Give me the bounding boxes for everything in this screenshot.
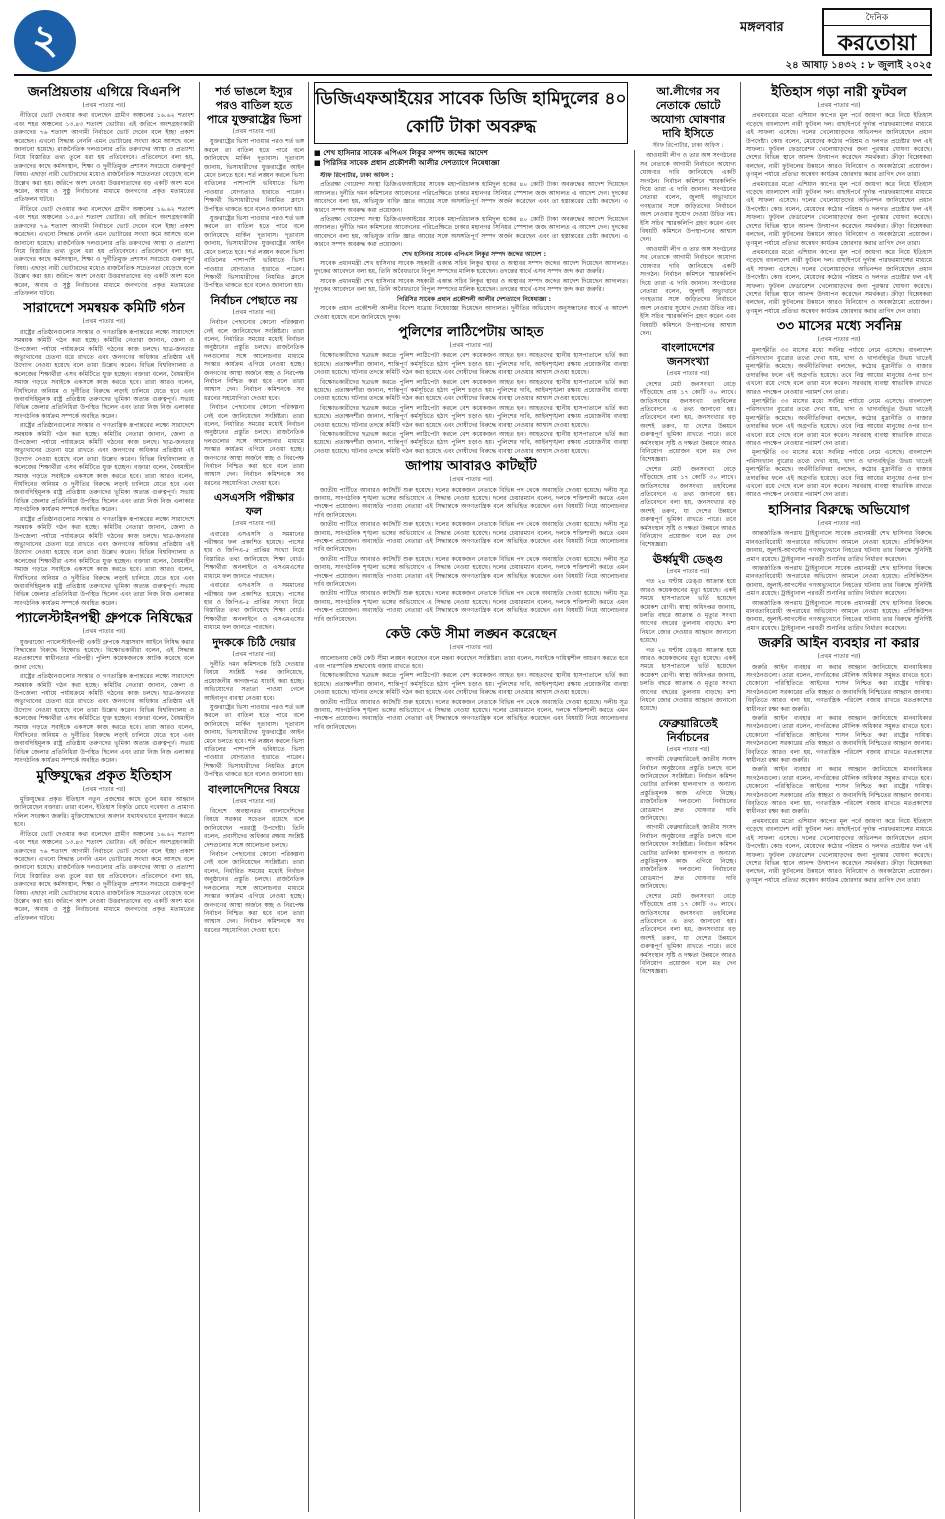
article-body: সাবেক প্রধান প্রকৌশলী আলীর বিদেশ যাত্রায় নিষেধাজ্ঞা দিয়েছেন আদালত। দুর্নীতির অভিযোগ অনুসন্ধানের স্বার্থে এ আদেশ দেওয়া হয়েছে বলে জানিয়েছে দুদক।: [314, 305, 628, 321]
article-body: গত ২৪ ঘণ্টায় ডেঙ্গু আক্রান্ত হয়ে আরও কয়েকজনের মৃত্যু হয়েছে। একই সময়ে হাসপাতালে ভর্তি হয়েছেন কয়েকশ রোগী। স্বাস্থ্য অধিদপ্তর জানায়, চলতি বছরে আক্রান্ত ও মৃত্যুর সংখ্যা আগের বছরের তুলনায় বাড়ছে। মশা নিধনে জোর দেওয়ার আহ্বান জানানো হয়েছে।: [640, 578, 736, 645]
article-body: নীতিরে ভোট দেওয়ার কথা বলেছেন গ্রামীণ অঞ্চলের ১৬.৬২ শতাংশ এবং শহর অঞ্চলের ১৩.৪৩ শতাংশ ভোটার। এই জরিপে অংশগ্রহণকারী তরুণদের ৭৬ শতাংশ আগামী নির্বাচনে ভোট দেবেন বলে ইচ্ছা প্রকাশ করেছেন। এখনো সিদ্ধান্ত নেননি এমন ভোটারের সংখ্যা কমে আসছে বলে জানানো হয়েছে। রাজনৈতিক দলগুলোর প্রতি তরুণদের আস্থা ও প্রত্যাশা নিয়ে বিস্তারিত তথ্য তুলে ধরা হয় প্রতিবেদনে। প্রতিবেদনে বলা হয়, তরুণদের কাছে কর্মসংস্থান, শিক্ষা ও দুর্নীতিমুক্ত প্রশাসন সবচেয়ে গুরুত্বপূর্ণ বিষয়। এছাড়া নারী ভোটারদের মধ্যেও রাজনৈতিক সচেতনতা বেড়েছে বলে উল্লেখ করা হয়। জরিপে অংশ নেওয়া উত্তরদাতাদের বড় একটি অংশ মনে করেন, অবাধ ও সুষ্ঠু নির্বাচনের মাধ্যমে জনগণের প্রকৃত মতামতের প্রতিফলন ঘটবে।: [14, 830, 194, 922]
article-body: জরুরি আইন ব্যবহার না করার আহ্বান জানিয়েছে মানবাধিকার সংগঠনগুলো। তারা বলেন, নাগরিকের মৌলিক অধিকার সমুন্নত রাখতে হবে। যেকোনো পরিস্থিতিতে আইনের শাসন নিশ্চিত করা রাষ্ট্রের দায়িত্ব। সংগঠনগুলো সরকারের প্রতি স্বচ্ছতা ও জবাবদিহি নিশ্চিতের আহ্বান জানায়। বিবৃতিতে আরও বলা হয়, গণতান্ত্রিক পরিবেশ বজায় রাখতে মতপ্রকাশের স্বাধীনতা রক্ষা করা জরুরি।: [746, 663, 932, 713]
headline: হাসিনার বিরুদ্ধে অভিযোগ: [768, 501, 910, 518]
headline: ফেব্রুয়ারিতেই নির্বাচনের: [658, 716, 718, 744]
article-body: জরুরি আইন ব্যবহার না করার আহ্বান জানিয়েছে মানবাধিকার সংগঠনগুলো। তারা বলেন, নাগরিকের মৌলিক অধিকার সমুন্নত রাখতে হবে। যেকোনো পরিস্থিতিতে আইনের শাসন নিশ্চিত করা রাষ্ট্রের দায়িত্ব। সংগঠনগুলো সরকারের প্রতি স্বচ্ছতা ও জবাবদিহি নিশ্চিতের আহ্বান জানায়। বিবৃতিতে আরও বলা হয়, গণতান্ত্রিক পরিবেশ বজায় রাখতে মতপ্রকাশের স্বাধীনতা রক্ষা করা জরুরি।: [746, 766, 932, 816]
byline: (প্রথম পাতার পর): [666, 370, 710, 378]
headline: শর্ত ভাঙলে ইস্যুর পরও বাতিল হতে পারে যুক্তরাষ্ট্রের ভিসা: [206, 85, 302, 126]
subhead: শেখ হাসিনার সাবেক এপিএস লিকুর সম্পদ জব্দের আদেশ :: [401, 250, 547, 258]
byline: স্টাফ রিপোর্টার, ঢাকা অফিস :: [652, 142, 724, 149]
headline: এসএসসি পরীক্ষার ফল: [213, 491, 295, 519]
byline: (প্রথম পাতার পর): [666, 745, 710, 753]
article-body: মুক্তিযুদ্ধের প্রকৃত ইতিহাস নতুন প্রজন্মের কাছে তুলে ধরার আহ্বান জানিয়েছেন বক্তারা। তারা বলেন, ইতিহাস বিকৃতি রোধে গবেষণা ও প্রামাণ্য দলিল সংরক্ষণ জরুরি। মুক্তিযোদ্ধাদের অবদান যথাযথভাবে মূল্যায়ন করতে হবে।: [14, 796, 194, 829]
article-body: দেশের মোট জনসংখ্যা বেড়ে দাঁড়িয়েছে প্রায় ১৭ কোটি ৩০ লাখে। জাতিসংঘের জনসংখ্যা তহবিলের প্রতিবেদনে এ তথ্য জানানো হয়। প্রতিবেদনে বলা হয়, জনসংখ্যার বড় অংশই তরুণ, যা দেশের উন্নয়নে গুরুত্বপূর্ণ ভূমিকা রাখতে পারে। তবে কর্মসংস্থান সৃষ্টি ও দক্ষতা উন্নয়নে আরও বিনিয়োগ প্রয়োজন বলে মত দেন বিশেষজ্ঞরা।: [640, 380, 736, 464]
article-body: সাবেক প্রধানমন্ত্রী শেখ হাসিনার সাবেক সহকারী একান্ত সচিব লিকুর স্থাবর ও অস্থাবর সম্পদ জব্দের আদেশ দিয়েছেন আদালত। দুদকের আবেদনে বলা হয়, তিনি অবৈধভাবে বিপুল সম্পদের মালিক হয়েছেন। তদন্তের স্বার্থে এসব সম্পদ জব্দ করা জরুরি।: [314, 260, 628, 276]
article-body: আন্তর্জাতিক অপরাধ ট্রাইব্যুনালে সাবেক প্রধানমন্ত্রী শেখ হাসিনার বিরুদ্ধে মানবতাবিরোধী অপরাধের অভিযোগ আমলে নেওয়া হয়েছে। প্রসিকিউশন জানায়, জুলাই-আগস্টের গণঅভ্যুত্থানে নিহতের ঘটনায় তার বিরুদ্ধে সুনির্দিষ্ট প্রমাণ রয়েছে। ট্রাইব্যুনাল পরবর্তী শুনানির তারিখ নির্ধারণ করেছেন।: [746, 564, 932, 598]
headline: সারাদেশে সমন্বয়ক কমিটি গঠন: [23, 300, 185, 317]
article-body: বিক্ষোভকারীদের ছত্রভঙ্গ করতে পুলিশ লাঠিপেটা করলে বেশ কয়েকজন আহত হন। আহতদের স্থানীয় হাসপাতালে ভর্তি করা হয়েছে। প্রত্যক্ষদর্শীরা জানান, শান্তিপূর্ণ কর্মসূচিতে হঠাৎ পুলিশ চড়াও হয়। পুলিশের দাবি, আইনশৃঙ্খলা রক্ষায় প্রয়োজনীয় ব্যবস্থা নেওয়া হয়েছে। ঘটনার তদন্তে কমিটি গঠন করা হয়েছে এবং দোষীদের বিরুদ্ধে ব্যবস্থা নেওয়ার আশ্বাস দেওয়া হয়েছে।: [314, 672, 628, 697]
article-body: প্রথমবারের মতো এশিয়ান কাপের মূল পর্বে জায়গা করে নিয়ে ইতিহাস গড়েছে বাংলাদেশ নারী ফুটবল দল। বাছাইপর্বে দুর্দান্ত পারফরম্যান্সের মাধ্যমে এই সাফল্য এসেছে। দলের খেলোয়াড়দের অভিনন্দন জানিয়েছেন প্রধান উপদেষ্টা। কোচ বলেন, মেয়েদের কঠোর পরিশ্রম ও দলগত প্রচেষ্টার ফল এই সাফল্য। ফুটবল ফেডারেশন খেলোয়াড়দের জন্য পুরস্কার ঘোষণা করেছে। দেশের বিভিন্ন স্থানে আনন্দ উদযাপন করেছেন সমর্থকরা। ক্রীড়া বিশ্লেষকরা বলছেন, নারী ফুটবলের উন্নয়নে আরও বিনিয়োগ ও অবকাঠামো প্রয়োজন। তৃণমূল পর্যায়ে প্রতিভা অন্বেষণ কার্যক্রম জোরদার করার তাগিদ দেন তারা।: [746, 817, 932, 884]
byline: (প্রথম পাতার পর): [817, 102, 861, 109]
headline: জাপায় আবারও কাটছাঁট: [405, 458, 537, 475]
headline: জরুরি আইন ব্যবহার না করার: [758, 635, 920, 652]
article-body: আন্তর্জাতিক অপরাধ ট্রাইব্যুনালে সাবেক প্রধানমন্ত্রী শেখ হাসিনার বিরুদ্ধে মানবতাবিরোধী অপরাধের অভিযোগ আমলে নেওয়া হয়েছে। প্রসিকিউশন জানায়, জুলাই-আগস্টের গণঅভ্যুত্থানে নিহতের ঘটনায় তার বিরুদ্ধে সুনির্দিষ্ট প্রমাণ রয়েছে। ট্রাইব্যুনাল পরবর্তী শুনানির তারিখ নির্ধারণ করেছেন।: [746, 530, 932, 563]
headline: বাংলাদেশিদের বিষয়ে: [208, 782, 300, 796]
article-body: আলোচনায় কেউ কেউ সীমা লঙ্ঘন করেছেন বলে মন্তব্য করেছেন সংশ্লিষ্টরা। তারা বলেন, সবাইকে দায়িত্বশীল আচরণ করতে হবে এবং পারস্পরিক শ্রদ্ধাবোধ বজায় রাখতে হবে।: [314, 654, 628, 670]
newspaper-logo: [822, 8, 932, 56]
article-body: যুক্তরাজ্যে প্যালেস্টাইনপন্থী একটি গ্রুপকে সন্ত্রাসবাদ আইনে নিষিদ্ধ করার সিদ্ধান্তের বিরুদ্ধে বিক্ষোভ হয়েছে। বিক্ষোভকারীরা বলেন, এই সিদ্ধান্ত মতপ্রকাশের স্বাধীনতার পরিপন্থী। পুলিশ কয়েকজনকে আটক করেছে বলে জানা গেছে।: [14, 638, 194, 671]
lead-headline: ডিজিএফআইয়ের সাবেক ডিজি হামিদুলের ৪০ কোটি টাকা অবরুদ্ধ: [314, 82, 628, 144]
byline: (প্রথম পাতার পর): [232, 520, 276, 528]
article-body: রাষ্ট্রের প্রতিষ্ঠানগুলোর সংস্কার ও গণতান্ত্রিক রূপান্তরের লক্ষ্যে সারাদেশে সমন্বয়ক কমিটি গঠন করা হচ্ছে। কমিটির নেতারা জানান, জেলা ও উপজেলা পর্যায়ে পর্যায়ক্রমে কমিটি গঠনের কাজ চলছে। ছাত্র-জনতার অভ্যুত্থানের চেতনা ধরে রাখতে এবং জনগণের অধিকার প্রতিষ্ঠায় এই উদ্যোগ নেওয়া হয়েছে বলে তারা উল্লেখ করেন। বিভিন্ন বিশ্ববিদ্যালয় ও কলেজের শিক্ষার্থীরা এসব কমিটিতে যুক্ত হচ্ছেন। বক্তারা বলেন, বৈষম্যহীন সমাজ গড়তে সবাইকে একসঙ্গে কাজ করতে হবে। তারা আরও বলেন, দীর্ঘদিনের অনিয়ম ও দুর্নীতির বিরুদ্ধে লড়াই চালিয়ে যেতে হবে এবং জবাবদিহিমূলক রাষ্ট্র প্রতিষ্ঠায় তরুণদের ভূমিকা অত্যন্ত গুরুত্বপূর্ণ। সভায় বিভিন্ন জেলার প্রতিনিধিরা উপস্থিত ছিলেন এবং তারা নিজ নিজ এলাকার সাংগঠনিক কার্যক্রম সম্পর্কে অবহিত করেন।: [14, 673, 194, 765]
article-body: রাষ্ট্রের প্রতিষ্ঠানগুলোর সংস্কার ও গণতান্ত্রিক রূপান্তরের লক্ষ্যে সারাদেশে সমন্বয়ক কমিটি গঠন করা হচ্ছে। কমিটির নেতারা জানান, জেলা ও উপজেলা পর্যায়ে পর্যায়ক্রমে কমিটি গঠনের কাজ চলছে। ছাত্র-জনতার অভ্যুত্থানের চেতনা ধরে রাখতে এবং জনগণের অধিকার প্রতিষ্ঠায় এই উদ্যোগ নেওয়া হয়েছে বলে তারা উল্লেখ করেন। বিভিন্ন বিশ্ববিদ্যালয় ও কলেজের শিক্ষার্থীরা এসব কমিটিতে যুক্ত হচ্ছেন। বক্তারা বলেন, বৈষম্যহীন সমাজ গড়তে সবাইকে একসঙ্গে কাজ করতে হবে। তারা আরও বলেন, দীর্ঘদিনের অনিয়ম ও দুর্নীতির বিরুদ্ধে লড়াই চালিয়ে যেতে হবে এবং জবাবদিহিমূলক রাষ্ট্র প্রতিষ্ঠায় তরুণদের ভূমিকা অত্যন্ত গুরুত্বপূর্ণ। সভায় বিভিন্ন জেলার প্রতিনিধিরা উপস্থিত ছিলেন এবং তারা নিজ নিজ এলাকার সাংগঠনিক কার্যক্রম সম্পর্কে অবহিত করেন।: [14, 515, 194, 607]
byline: (প্রথম পাতার পর): [449, 644, 493, 652]
article-body: রাষ্ট্রের প্রতিষ্ঠানগুলোর সংস্কার ও গণতান্ত্রিক রূপান্তরের লক্ষ্যে সারাদেশে সমন্বয়ক কমিটি গঠন করা হচ্ছে। কমিটির নেতারা জানান, জেলা ও উপজেলা পর্যায়ে পর্যায়ক্রমে কমিটি গঠনের কাজ চলছে। ছাত্র-জনতার অভ্যুত্থানের চেতনা ধরে রাখতে এবং জনগণের অধিকার প্রতিষ্ঠায় এই উদ্যোগ নেওয়া হয়েছে বলে তারা উল্লেখ করেন। বিভিন্ন বিশ্ববিদ্যালয় ও কলেজের শিক্ষার্থীরা এসব কমিটিতে যুক্ত হচ্ছেন। বক্তারা বলেন, বৈষম্যহীন সমাজ গড়তে সবাইকে একসঙ্গে কাজ করতে হবে। তারা আরও বলেন, দীর্ঘদিনের অনিয়ম ও দুর্নীতির বিরুদ্ধে লড়াই চালিয়ে যেতে হবে এবং জবাবদিহিমূলক রাষ্ট্র প্রতিষ্ঠায় তরুণদের ভূমিকা অত্যন্ত গুরুত্বপূর্ণ। সভায় বিভিন্ন জেলার প্রতিনিধিরা উপস্থিত ছিলেন এবং তারা নিজ নিজ এলাকার সাংগঠনিক কার্যক্রম সম্পর্কে অবহিত করেন।: [14, 328, 194, 420]
byline: স্টাফ রিপোর্টার, ঢাকা অফিস :: [320, 172, 394, 179]
column-1: [14, 82, 194, 1512]
byline: (প্রথম পাতার পর): [82, 628, 126, 636]
headline: কেউ কেউ সীমা লঙ্ঘন করেছেন: [385, 626, 557, 643]
byline: (প্রথম পাতার পর): [817, 519, 861, 527]
column-divider: [308, 82, 309, 1512]
byline: (প্রথম পাতার পর): [82, 318, 126, 326]
article-body: প্রথমবারের মতো এশিয়ান কাপের মূল পর্বে জায়গা করে নিয়ে ইতিহাস গড়েছে বাংলাদেশ নারী ফুটবল দল। বাছাইপর্বে দুর্দান্ত পারফরম্যান্সের মাধ্যমে এই সাফল্য এসেছে। দলের খেলোয়াড়দের অভিনন্দন জানিয়েছেন প্রধান উপদেষ্টা। কোচ বলেন, মেয়েদের কঠোর পরিশ্রম ও দলগত প্রচেষ্টার ফল এই সাফল্য। ফুটবল ফেডারেশন খেলোয়াড়দের জন্য পুরস্কার ঘোষণা করেছে। দেশের বিভিন্ন স্থানে আনন্দ উদযাপন করেছেন সমর্থকরা। ক্রীড়া বিশ্লেষকরা বলছেন, নারী ফুটবলের উন্নয়নে আরও বিনিয়োগ ও অবকাঠামো প্রয়োজন। তৃণমূল পর্যায়ে প্রতিভা অন্বেষণ কার্যক্রম জোরদার করার তাগিদ দেন তারা।: [746, 112, 932, 179]
lead-bullet: ■ পিরিসির সাবেক প্রধান প্রকৌশলী আলীর দেশত্যাগে নিষেধাজ্ঞা: [314, 158, 500, 167]
article-body: মূল্যস্ফীতি ৩৩ মাসের মধ্যে সর্বনিম্ন পর্যায়ে নেমে এসেছে। বাংলাদেশ পরিসংখ্যান ব্যুরোর তথ্যে দেখা যায়, খাদ্য ও খাদ্যবহির্ভূত উভয় খাতেই মূল্যস্ফীতি কমেছে। অর্থনীতিবিদরা বলছেন, কঠোর মুদ্রানীতি ও বাজার তদারকির ফলে এই অগ্রগতি হয়েছে। তবে নিম্ন আয়ের মানুষের ওপর চাপ এখনো রয়ে গেছে বলে তারা মনে করেন। সরবরাহ ব্যবস্থা স্বাভাবিক রাখতে আরও পদক্ষেপ নেওয়ার পরামর্শ দেন তারা।: [746, 449, 932, 499]
headline: ৩৩ মাসের মধ্যে সর্বনিম্ন: [776, 318, 902, 335]
headline: মুক্তিযুদ্ধের প্রকৃত ইতিহাস: [36, 767, 172, 784]
article-body: নির্বাচন পেছানোর কোনো পরিকল্পনা নেই বলে জানিয়েছেন সংশ্লিষ্টরা। তারা বলেন, নির্ধারিত সময়ের মধ্যেই নির্বাচন অনুষ্ঠানের প্রস্তুতি চলছে। রাজনৈতিক দলগুলোর সঙ্গে আলোচনার মাধ্যমে সংস্কার কার্যক্রম এগিয়ে নেওয়া হচ্ছে। জনগণের আস্থা অর্জনে স্বচ্ছ ও নিরপেক্ষ নির্বাচন নিশ্চিত করা হবে বলে তারা আশ্বাস দেন। নির্বাচন কমিশনকে সব ধরনের সহযোগিতা দেওয়া হবে।: [204, 319, 304, 402]
headline: ঊর্ধ্বমুখী ডেঙ্গু: [652, 552, 724, 566]
article-body: গত ২৪ ঘণ্টায় ডেঙ্গু আক্রান্ত হয়ে আরও কয়েকজনের মৃত্যু হয়েছে। একই সময়ে হাসপাতালে ভর্তি হয়েছেন কয়েকশ রোগী। স্বাস্থ্য অধিদপ্তর জানায়, চলতি বছরে আক্রান্ত ও মৃত্যুর সংখ্যা আগের বছরের তুলনায় বাড়ছে। মশা নিধনে জোর দেওয়ার আহ্বান জানানো হয়েছে।: [640, 646, 736, 713]
byline: (প্রথম পাতার পর): [232, 128, 276, 135]
headline: পুলিশের লাঠিপেটায় আহত: [398, 323, 544, 340]
article-body: আন্তর্জাতিক অপরাধ ট্রাইব্যুনালে সাবেক প্রধানমন্ত্রী শেখ হাসিনার বিরুদ্ধে মানবতাবিরোধী অপরাধের অভিযোগ আমলে নেওয়া হয়েছে। প্রসিকিউশন জানায়, জুলাই-আগস্টের গণঅভ্যুত্থানে নিহতের ঘটনায় তার বিরুদ্ধে সুনির্দিষ্ট প্রমাণ রয়েছে। ট্রাইব্যুনাল পরবর্তী শুনানির তারিখ নির্ধারণ করেছেন।: [746, 599, 932, 632]
byline: (প্রথম পাতার পর): [82, 785, 126, 793]
article-body: জাতীয় পার্টিতে আবারও কাটছাঁট শুরু হয়েছে। দলের কয়েকজন নেতাকে বিভিন্ন পদ থেকে অব্যাহতি দেওয়া হয়েছে। দলীয় সূত্র জানায়, সাংগঠনিক শৃঙ্খলা ভঙ্গের অভিযোগে এ সিদ্ধান্ত নেওয়া হয়েছে। দলের চেয়ারম্যান বলেন, দলকে শক্তিশালী করতে এমন পদক্ষেপ প্রয়োজন। অব্যাহতি পাওয়া নেতারা এই সিদ্ধান্তকে অগণতান্ত্রিক বলে অভিহিত করেছেন এবং বিষয়টি নিয়ে আলোচনার দাবি জানিয়েছেন।: [314, 486, 628, 519]
byline: (প্রথম পাতার পর): [449, 476, 493, 484]
byline: (প্রথম পাতার পর): [232, 308, 276, 316]
article-body: আগামী ফেব্রুয়ারিতেই জাতীয় সংসদ নির্বাচন অনুষ্ঠানের প্রস্তুতি চলছে বলে জানিয়েছেন সংশ্লিষ্টরা। নির্বাচন কমিশন ভোটার তালিকা হালনাগাদ ও অন্যান্য প্রস্তুতিমূলক কাজ এগিয়ে নিচ্ছে। রাজনৈতিক দলগুলো নির্বাচনের রোডম্যাপ দ্রুত ঘোষণার দাবি জানিয়েছে।: [640, 756, 736, 823]
article-body: প্রথমবারের মতো এশিয়ান কাপের মূল পর্বে জায়গা করে নিয়ে ইতিহাস গড়েছে বাংলাদেশ নারী ফুটবল দল। বাছাইপর্বে দুর্দান্ত পারফরম্যান্সের মাধ্যমে এই সাফল্য এসেছে। দলের খেলোয়াড়দের অভিনন্দন জানিয়েছেন প্রধান উপদেষ্টা। কোচ বলেন, মেয়েদের কঠোর পরিশ্রম ও দলগত প্রচেষ্টার ফল এই সাফল্য। ফুটবল ফেডারেশন খেলোয়াড়দের জন্য পুরস্কার ঘোষণা করেছে। দেশের বিভিন্ন স্থানে আনন্দ উদযাপন করেছেন সমর্থকরা। ক্রীড়া বিশ্লেষকরা বলছেন, নারী ফুটবলের উন্নয়নে আরও বিনিয়োগ ও অবকাঠামো প্রয়োজন। তৃণমূল পর্যায়ে প্রতিভা অন্বেষণ কার্যক্রম জোরদার করার তাগিদ দেন তারা।: [746, 248, 932, 315]
date-line: ২৪ আষাঢ় ১৪৩২ : ৮ জুলাই ২০২৫: [785, 60, 932, 71]
headline: বাংলাদেশের জনসংখ্যা: [661, 341, 715, 369]
article-body: জাতীয় পার্টিতে আবারও কাটছাঁট শুরু হয়েছে। দলের কয়েকজন নেতাকে বিভিন্ন পদ থেকে অব্যাহতি দেওয়া হয়েছে। দলীয় সূত্র জানায়, সাংগঠনিক শৃঙ্খলা ভঙ্গের অভিযোগে এ সিদ্ধান্ত নেওয়া হয়েছে। দলের চেয়ারম্যান বলেন, দলকে শক্তিশালী করতে এমন পদক্ষেপ প্রয়োজন। অব্যাহতি পাওয়া নেতারা এই সিদ্ধান্তকে অগণতান্ত্রিক বলে অভিহিত করেছেন এবং বিষয়টি নিয়ে আলোচনার দাবি জানিয়েছেন।: [314, 590, 628, 623]
column-5: [746, 82, 932, 1512]
byline: (প্রথম পাতার পর): [449, 341, 493, 349]
lead-bullets: [314, 148, 628, 168]
article-body: বিক্ষোভকারীদের ছত্রভঙ্গ করতে পুলিশ লাঠিপেটা করলে বেশ কয়েকজন আহত হন। আহতদের স্থানীয় হাসপাতালে ভর্তি করা হয়েছে। প্রত্যক্ষদর্শীরা জানান, শান্তিপূর্ণ কর্মসূচিতে হঠাৎ পুলিশ চড়াও হয়। পুলিশের দাবি, আইনশৃঙ্খলা রক্ষায় প্রয়োজনীয় ব্যবস্থা নেওয়া হয়েছে। ঘটনার তদন্তে কমিটি গঠন করা হয়েছে এবং দোষীদের বিরুদ্ধে ব্যবস্থা নেওয়ার আশ্বাস দেওয়া হয়েছে।: [314, 430, 628, 455]
headline: দুদককে চিঠি দেয়ার: [212, 635, 296, 649]
article-body: বিদেশে অবস্থানরত বাংলাদেশিদের বিষয়ে সরকার সচেতন রয়েছে বলে জানিয়েছেন পররাষ্ট্র উপদেষ্টা। তিনি বলেন, প্রবাসীদের অধিকার রক্ষায় সংশ্লিষ্ট দেশগুলোর সঙ্গে আলোচনা চলছে।: [204, 808, 304, 849]
column-divider: [199, 82, 200, 1512]
article-body: জাতীয় পার্টিতে আবারও কাটছাঁট শুরু হয়েছে। দলের কয়েকজন নেতাকে বিভিন্ন পদ থেকে অব্যাহতি দেওয়া হয়েছে। দলীয় সূত্র জানায়, সাংগঠনিক শৃঙ্খলা ভঙ্গের অভিযোগে এ সিদ্ধান্ত নেওয়া হয়েছে। দলের চেয়ারম্যান বলেন, দলকে শক্তিশালী করতে এমন পদক্ষেপ প্রয়োজন। অব্যাহতি পাওয়া নেতারা এই সিদ্ধান্তকে অগণতান্ত্রিক বলে অভিহিত করেছেন এবং বিষয়টি নিয়ে আলোচনার দাবি জানিয়েছেন।: [314, 555, 628, 589]
page-number-badge: ২: [14, 10, 76, 72]
subhead: পিরিসির সাবেক প্রধান প্রকৌশলী আলীর দেশত্যাগে নিষেধাজ্ঞা :: [396, 295, 552, 303]
article-body: জরুরি আইন ব্যবহার না করার আহ্বান জানিয়েছে মানবাধিকার সংগঠনগুলো। তারা বলেন, নাগরিকের মৌলিক অধিকার সমুন্নত রাখতে হবে। যেকোনো পরিস্থিতিতে আইনের শাসন নিশ্চিত করা রাষ্ট্রের দায়িত্ব। সংগঠনগুলো সরকারের প্রতি স্বচ্ছতা ও জবাবদিহি নিশ্চিতের আহ্বান জানায়। বিবৃতিতে আরও বলা হয়, গণতান্ত্রিক পরিবেশ বজায় রাখতে মতপ্রকাশের স্বাধীনতা রক্ষা করা জরুরি।: [746, 715, 932, 765]
article-body: নির্বাচন পেছানোর কোনো পরিকল্পনা নেই বলে জানিয়েছেন সংশ্লিষ্টরা। তারা বলেন, নির্ধারিত সময়ের মধ্যেই নির্বাচন অনুষ্ঠানের প্রস্তুতি চলছে। রাজনৈতিক দলগুলোর সঙ্গে আলোচনার মাধ্যমে সংস্কার কার্যক্রম এগিয়ে নেওয়া হচ্ছে। জনগণের আস্থা অর্জনে স্বচ্ছ ও নিরপেক্ষ নির্বাচন নিশ্চিত করা হবে বলে তারা আশ্বাস দেন। নির্বাচন কমিশনকে সব ধরনের সহযোগিতা দেওয়া হবে।: [204, 404, 304, 487]
article-body: দেশের মোট জনসংখ্যা বেড়ে দাঁড়িয়েছে প্রায় ১৭ কোটি ৩০ লাখে। জাতিসংঘের জনসংখ্যা তহবিলের প্রতিবেদনে এ তথ্য জানানো হয়। প্রতিবেদনে বলা হয়, জনসংখ্যার বড় অংশই তরুণ, যা দেশের উন্নয়নে গুরুত্বপূর্ণ ভূমিকা রাখতে পারে। তবে কর্মসংস্থান সৃষ্টি ও দক্ষতা উন্নয়নে আরও বিনিয়োগ প্রয়োজন বলে মত দেন বিশেষজ্ঞরা।: [640, 465, 736, 549]
headline: ইতিহাস গড়া নারী ফুটবল: [771, 84, 907, 100]
headline: আ.লীগের সব নেতাকে ভোটে অযোগ্য ঘোষণার দাবি ইসিতে: [650, 85, 726, 140]
article-body: বিক্ষোভকারীদের ছত্রভঙ্গ করতে পুলিশ লাঠিপেটা করলে বেশ কয়েকজন আহত হন। আহতদের স্থানীয় হাসপাতালে ভর্তি করা হয়েছে। প্রত্যক্ষদর্শীরা জানান, শান্তিপূর্ণ কর্মসূচিতে হঠাৎ পুলিশ চড়াও হয়। পুলিশের দাবি, আইনশৃঙ্খলা রক্ষায় প্রয়োজনীয় ব্যবস্থা নেওয়া হয়েছে। ঘটনার তদন্তে কমিটি গঠন করা হয়েছে এবং দোষীদের বিরুদ্ধে ব্যবস্থা নেওয়ার আশ্বাস দেওয়া হয়েছে।: [314, 378, 628, 403]
article-body: মূল্যস্ফীতি ৩৩ মাসের মধ্যে সর্বনিম্ন পর্যায়ে নেমে এসেছে। বাংলাদেশ পরিসংখ্যান ব্যুরোর তথ্যে দেখা যায়, খাদ্য ও খাদ্যবহির্ভূত উভয় খাতেই মূল্যস্ফীতি কমেছে। অর্থনীতিবিদরা বলছেন, কঠোর মুদ্রানীতি ও বাজার তদারকির ফলে এই অগ্রগতি হয়েছে। তবে নিম্ন আয়ের মানুষের ওপর চাপ এখনো রয়ে গেছে বলে তারা মনে করেন। সরবরাহ ব্যবস্থা স্বাভাবিক রাখতে আরও পদক্ষেপ নেওয়ার পরামর্শ দেন তারা।: [746, 398, 932, 448]
article-body: দুর্নীতি দমন কমিশনকে চিঠি দেওয়ার বিষয়ে সংশ্লিষ্ট দপ্তর জানিয়েছে, প্রয়োজনীয় কাগজপত্র যাচাই করা হচ্ছে। অভিযোগের সত্যতা পাওয়া গেলে আইনানুগ ব্যবস্থা নেওয়া হবে।: [204, 660, 304, 702]
article-body: আওয়ামী লীগ ও তার অঙ্গ সংগঠনের সব নেতাকে আগামী নির্বাচনে অযোগ্য ঘোষণার দাবি জানিয়েছে একটি সংগঠন। নির্বাচন কমিশনে স্মারকলিপি দিয়ে তারা এ দাবি জানান। সংগঠনের নেতারা বলেন, জুলাই অভ্যুত্থানে গণহত্যার সঙ্গে জড়িতদের নির্বাচনে অংশ নেওয়ার সুযোগ দেওয়া উচিত নয়। ইসি সচিব স্মারকলিপি গ্রহণ করেন এবং বিষয়টি কমিশনে উপস্থাপনের আশ্বাস দেন।: [640, 152, 736, 244]
article-body: দেশের মোট জনসংখ্যা বেড়ে দাঁড়িয়েছে প্রায় ১৭ কোটি ৩০ লাখে। জাতিসংঘের জনসংখ্যা তহবিলের প্রতিবেদনে এ তথ্য জানানো হয়। প্রতিবেদনে বলা হয়, জনসংখ্যার বড় অংশই তরুণ, যা দেশের উন্নয়নে গুরুত্বপূর্ণ ভূমিকা রাখতে পারে। তবে কর্মসংস্থান সৃষ্টি ও দক্ষতা উন্নয়নে আরও বিনিয়োগ প্রয়োজন বলে মত দেন বিশেষজ্ঞরা।: [640, 892, 736, 976]
article-body: বিক্ষোভকারীদের ছত্রভঙ্গ করতে পুলিশ লাঠিপেটা করলে বেশ কয়েকজন আহত হন। আহতদের স্থানীয় হাসপাতালে ভর্তি করা হয়েছে। প্রত্যক্ষদর্শীরা জানান, শান্তিপূর্ণ কর্মসূচিতে হঠাৎ পুলিশ চড়াও হয়। পুলিশের দাবি, আইনশৃঙ্খলা রক্ষায় প্রয়োজনীয় ব্যবস্থা নেওয়া হয়েছে। ঘটনার তদন্তে কমিটি গঠন করা হয়েছে এবং দোষীদের বিরুদ্ধে ব্যবস্থা নেওয়ার আশ্বাস দেওয়া হয়েছে।: [314, 404, 628, 429]
headline: প্যালেস্টাইনপন্থী গ্রুপকে নিষিদ্ধের: [15, 610, 193, 627]
column-4: [640, 82, 736, 1512]
article-body: প্রতিরক্ষা গোয়েন্দা সংস্থা ডিজিএফআইয়ের সাবেক মহাপরিচালক হামিদুল হকের ৪০ কোটি টাকা অবরুদ্ধের আদেশ দিয়েছেন আদালত। দুর্নীতি দমন কমিশনের আবেদনের পরিপ্রেক্ষিতে ঢাকার মহানগর সিনিয়র স্পেশাল জজ আদালত এ আদেশ দেন। দুদকের আবেদনে বলা হয়, অভিযুক্ত ব্যক্তি জ্ঞাত আয়ের সঙ্গে অসঙ্গতিপূর্ণ সম্পদ অর্জন করেছেন এবং তা হস্তান্তরের চেষ্টা করছেন। এ কারণে সম্পদ অবরুদ্ধ করা প্রয়োজন।: [314, 181, 628, 214]
headline: জনপ্রিয়তায় এগিয়ে বিএনপি: [27, 84, 181, 100]
article-body: রাষ্ট্রের প্রতিষ্ঠানগুলোর সংস্কার ও গণতান্ত্রিক রূপান্তরের লক্ষ্যে সারাদেশে সমন্বয়ক কমিটি গঠন করা হচ্ছে। কমিটির নেতারা জানান, জেলা ও উপজেলা পর্যায়ে পর্যায়ক্রমে কমিটি গঠনের কাজ চলছে। ছাত্র-জনতার অভ্যুত্থানের চেতনা ধরে রাখতে এবং জনগণের অধিকার প্রতিষ্ঠায় এই উদ্যোগ নেওয়া হয়েছে বলে তারা উল্লেখ করেন। বিভিন্ন বিশ্ববিদ্যালয় ও কলেজের শিক্ষার্থীরা এসব কমিটিতে যুক্ত হচ্ছেন। বক্তারা বলেন, বৈষম্যহীন সমাজ গড়তে সবাইকে একসঙ্গে কাজ করতে হবে। তারা আরও বলেন, দীর্ঘদিনের অনিয়ম ও দুর্নীতির বিরুদ্ধে লড়াই চালিয়ে যেতে হবে এবং জবাবদিহিমূলক রাষ্ট্র প্রতিষ্ঠায় তরুণদের ভূমিকা অত্যন্ত গুরুত্বপূর্ণ। সভায় বিভিন্ন জেলার প্রতিনিধিরা উপস্থিত ছিলেন এবং তারা নিজ নিজ এলাকার সাংগঠনিক কার্যক্রম সম্পর্কে অবহিত করেন।: [14, 422, 194, 514]
article-body: প্রতিরক্ষা গোয়েন্দা সংস্থা ডিজিএফআইয়ের সাবেক মহাপরিচালক হামিদুল হকের ৪০ কোটি টাকা অবরুদ্ধের আদেশ দিয়েছেন আদালত। দুর্নীতি দমন কমিশনের আবেদনের পরিপ্রেক্ষিতে ঢাকার মহানগর সিনিয়র স্পেশাল জজ আদালত এ আদেশ দেন। দুদকের আবেদনে বলা হয়, অভিযুক্ত ব্যক্তি জ্ঞাত আয়ের সঙ্গে অসঙ্গতিপূর্ণ সম্পদ অর্জন করেছেন এবং তা হস্তান্তরের চেষ্টা করছেন। এ কারণে সম্পদ অবরুদ্ধ করা প্রয়োজন।: [314, 216, 628, 249]
column-2: [204, 82, 304, 1512]
weekday: মঙ্গলবার: [740, 20, 784, 35]
article-body: আগামী ফেব্রুয়ারিতেই জাতীয় সংসদ নির্বাচন অনুষ্ঠানের প্রস্তুতি চলছে বলে জানিয়েছেন সংশ্লিষ্টরা। নির্বাচন কমিশন ভোটার তালিকা হালনাগাদ ও অন্যান্য প্রস্তুতিমূলক কাজ এগিয়ে নিচ্ছে। রাজনৈতিক দলগুলো নির্বাচনের রোডম্যাপ দ্রুত ঘোষণার দাবি জানিয়েছে।: [640, 824, 736, 891]
article-body: নীতিরে ভোট দেওয়ার কথা বলেছেন গ্রামীণ অঞ্চলের ১৬.৬২ শতাংশ এবং শহর অঞ্চলের ১৩.৪৩ শতাংশ ভোটার। এই জরিপে অংশগ্রহণকারী তরুণদের ৭৬ শতাংশ আগামী নির্বাচনে ভোট দেবেন বলে ইচ্ছা প্রকাশ করেছেন। এখনো সিদ্ধান্ত নেননি এমন ভোটারের সংখ্যা কমে আসছে বলে জানানো হয়েছে। রাজনৈতিক দলগুলোর প্রতি তরুণদের আস্থা ও প্রত্যাশা নিয়ে বিস্তারিত তথ্য তুলে ধরা হয় প্রতিবেদনে। প্রতিবেদনে বলা হয়, তরুণদের কাছে কর্মসংস্থান, শিক্ষা ও দুর্নীতিমুক্ত প্রশাসন সবচেয়ে গুরুত্বপূর্ণ বিষয়। এছাড়া নারী ভোটারদের মধ্যেও রাজনৈতিক সচেতনতা বেড়েছে বলে উল্লেখ করা হয়। জরিপে অংশ নেওয়া উত্তরদাতাদের বড় একটি অংশ মনে করেন, অবাধ ও সুষ্ঠু নির্বাচনের মাধ্যমে জনগণের প্রকৃত মতামতের প্রতিফলন ঘটবে।: [14, 112, 194, 204]
article-body: জাতীয় পার্টিতে আবারও কাটছাঁট শুরু হয়েছে। দলের কয়েকজন নেতাকে বিভিন্ন পদ থেকে অব্যাহতি দেওয়া হয়েছে। দলীয় সূত্র জানায়, সাংগঠনিক শৃঙ্খলা ভঙ্গের অভিযোগে এ সিদ্ধান্ত নেওয়া হয়েছে। দলের চেয়ারম্যান বলেন, দলকে শক্তিশালী করতে এমন পদক্ষেপ প্রয়োজন। অব্যাহতি পাওয়া নেতারা এই সিদ্ধান্তকে অগণতান্ত্রিক বলে অভিহিত করেছেন এবং বিষয়টি নিয়ে আলোচনার দাবি জানিয়েছেন।: [314, 698, 628, 731]
lead-column: [314, 172, 628, 1512]
article-body: সাবেক প্রধানমন্ত্রী শেখ হাসিনার সাবেক সহকারী একান্ত সচিব লিকুর স্থাবর ও অস্থাবর সম্পদ জব্দের আদেশ দিয়েছেন আদালত। দুদকের আবেদনে বলা হয়, তিনি অবৈধভাবে বিপুল সম্পদের মালিক হয়েছেন। তদন্তের স্বার্থে এসব সম্পদ জব্দ করা জরুরি।: [314, 277, 628, 294]
article-body: মূল্যস্ফীতি ৩৩ মাসের মধ্যে সর্বনিম্ন পর্যায়ে নেমে এসেছে। বাংলাদেশ পরিসংখ্যান ব্যুরোর তথ্যে দেখা যায়, খাদ্য ও খাদ্যবহির্ভূত উভয় খাতেই মূল্যস্ফীতি কমেছে। অর্থনীতিবিদরা বলছেন, কঠোর মুদ্রানীতি ও বাজার তদারকির ফলে এই অগ্রগতি হয়েছে। তবে নিম্ন আয়ের মানুষের ওপর চাপ এখনো রয়ে গেছে বলে তারা মনে করেন। সরবরাহ ব্যবস্থা স্বাভাবিক রাখতে আরও পদক্ষেপ নেওয়ার পরামর্শ দেন তারা।: [746, 346, 932, 396]
byline: (প্রথম পাতার পর): [666, 567, 710, 575]
article-body: যুক্তরাষ্ট্রের ভিসা পাওয়ার পরও শর্ত ভঙ্গ করলে তা বাতিল হতে পারে বলে জানিয়েছে মার্কিন দূতাবাস। দূতাবাস জানায়, ভিসাধারীদের যুক্তরাষ্ট্রের আইন মেনে চলতে হবে। শর্ত লঙ্ঘন করলে ভিসা বাতিলের পাশাপাশি ভবিষ্যতে ভিসা পাওয়ার যোগ্যতাও হারাতে পারেন। শিক্ষার্থী ভিসাধারীদের নিয়মিত ক্লাসে উপস্থিত থাকতে হবে বলেও জানানো হয়।: [204, 703, 304, 779]
article-body: এবারের এসএসসি ও সমমানের পরীক্ষার ফল প্রকাশিত হয়েছে। পাসের হার ও জিপিএ-৫ প্রাপ্তির সংখ্যা নিয়ে বিস্তারিত তথ্য জানিয়েছে শিক্ষা বোর্ড। শিক্ষার্থীরা অনলাইনে ও এসএমএসের মাধ্যমে ফল জানতে পারছেন।: [204, 530, 304, 580]
logo-name: করতোয়া: [837, 30, 917, 56]
article-body: জাতীয় পার্টিতে আবারও কাটছাঁট শুরু হয়েছে। দলের কয়েকজন নেতাকে বিভিন্ন পদ থেকে অব্যাহতি দেওয়া হয়েছে। দলীয় সূত্র জানায়, সাংগঠনিক শৃঙ্খলা ভঙ্গের অভিযোগে এ সিদ্ধান্ত নেওয়া হয়েছে। দলের চেয়ারম্যান বলেন, দলকে শক্তিশালী করতে এমন পদক্ষেপ প্রয়োজন। অব্যাহতি পাওয়া নেতারা এই সিদ্ধান্তকে অগণতান্ত্রিক বলে অভিহিত করেছেন এবং বিষয়টি নিয়ে আলোচনার দাবি জানিয়েছেন।: [314, 521, 628, 554]
byline: (প্রথম পাতার পর): [82, 102, 126, 109]
article-body: এবারের এসএসসি ও সমমানের পরীক্ষার ফল প্রকাশিত হয়েছে। পাসের হার ও জিপিএ-৫ প্রাপ্তির সংখ্যা নিয়ে বিস্তারিত তথ্য জানিয়েছে শিক্ষা বোর্ড। শিক্ষার্থীরা অনলাইনে ও এসএমএসের মাধ্যমে ফল জানতে পারছেন।: [204, 582, 304, 632]
article-body: নির্বাচন পেছানোর কোনো পরিকল্পনা নেই বলে জানিয়েছেন সংশ্লিষ্টরা। তারা বলেন, নির্ধারিত সময়ের মধ্যেই নির্বাচন অনুষ্ঠানের প্রস্তুতি চলছে। রাজনৈতিক দলগুলোর সঙ্গে আলোচনার মাধ্যমে সংস্কার কার্যক্রম এগিয়ে নেওয়া হচ্ছে। জনগণের আস্থা অর্জনে স্বচ্ছ ও নিরপেক্ষ নির্বাচন নিশ্চিত করা হবে বলে তারা আশ্বাস দেন। নির্বাচন কমিশনকে সব ধরনের সহযোগিতা দেওয়া হবে।: [204, 851, 304, 934]
logo-small-text: দৈনিক: [824, 10, 930, 26]
article-body: নীতিরে ভোট দেওয়ার কথা বলেছেন গ্রামীণ অঞ্চলের ১৬.৬২ শতাংশ এবং শহর অঞ্চলের ১৩.৪৩ শতাংশ ভোটার। এই জরিপে অংশগ্রহণকারী তরুণদের ৭৬ শতাংশ আগামী নির্বাচনে ভোট দেবেন বলে ইচ্ছা প্রকাশ করেছেন। এখনো সিদ্ধান্ত নেননি এমন ভোটারের সংখ্যা কমে আসছে বলে জানানো হয়েছে। রাজনৈতিক দলগুলোর প্রতি তরুণদের আস্থা ও প্রত্যাশা নিয়ে বিস্তারিত তথ্য তুলে ধরা হয় প্রতিবেদনে। প্রতিবেদনে বলা হয়, তরুণদের কাছে কর্মসংস্থান, শিক্ষা ও দুর্নীতিমুক্ত প্রশাসন সবচেয়ে গুরুত্বপূর্ণ বিষয়। এছাড়া নারী ভোটারদের মধ্যেও রাজনৈতিক সচেতনতা বেড়েছে বলে উল্লেখ করা হয়। জরিপে অংশ নেওয়া উত্তরদাতাদের বড় একটি অংশ মনে করেন, অবাধ ও সুষ্ঠু নির্বাচনের মাধ্যমে জনগণের প্রকৃত মতামতের প্রতিফলন ঘটবে।: [14, 205, 194, 297]
byline: (প্রথম পাতার পর): [817, 336, 861, 344]
article-body: যুক্তরাষ্ট্রের ভিসা পাওয়ার পরও শর্ত ভঙ্গ করলে তা বাতিল হতে পারে বলে জানিয়েছে মার্কিন দূতাবাস। দূতাবাস জানায়, ভিসাধারীদের যুক্তরাষ্ট্রের আইন মেনে চলতে হবে। শর্ত লঙ্ঘন করলে ভিসা বাতিলের পাশাপাশি ভবিষ্যতে ভিসা পাওয়ার যোগ্যতাও হারাতে পারেন। শিক্ষার্থী ভিসাধারীদের নিয়মিত ক্লাসে উপস্থিত থাকতে হবে বলেও জানানো হয়।: [204, 215, 304, 290]
lead-bullet: ■ শেখ হাসিনার সাবেক এপিএস লিকুর সম্পদ জব্দের আদেশ: [314, 148, 488, 157]
article-body: বিক্ষোভকারীদের ছত্রভঙ্গ করতে পুলিশ লাঠিপেটা করলে বেশ কয়েকজন আহত হন। আহতদের স্থানীয় হাসপাতালে ভর্তি করা হয়েছে। প্রত্যক্ষদর্শীরা জানান, শান্তিপূর্ণ কর্মসূচিতে হঠাৎ পুলিশ চড়াও হয়। পুলিশের দাবি, আইনশৃঙ্খলা রক্ষায় প্রয়োজনীয় ব্যবস্থা নেওয়া হয়েছে। ঘটনার তদন্তে কমিটি গঠন করা হয়েছে এবং দোষীদের বিরুদ্ধে ব্যবস্থা নেওয়ার আশ্বাস দেওয়া হয়েছে।: [314, 352, 628, 377]
article-body: যুক্তরাষ্ট্রের ভিসা পাওয়ার পরও শর্ত ভঙ্গ করলে তা বাতিল হতে পারে বলে জানিয়েছে মার্কিন দূতাবাস। দূতাবাস জানায়, ভিসাধারীদের যুক্তরাষ্ট্রের আইন মেনে চলতে হবে। শর্ত লঙ্ঘন করলে ভিসা বাতিলের পাশাপাশি ভবিষ্যতে ভিসা পাওয়ার যোগ্যতাও হারাতে পারেন। শিক্ষার্থী ভিসাধারীদের নিয়মিত ক্লাসে উপস্থিত থাকতে হবে বলেও জানানো হয়।: [204, 138, 304, 213]
masthead-rule: [14, 74, 932, 76]
byline: (প্রথম পাতার পর): [232, 797, 276, 805]
column-divider: [634, 150, 635, 1519]
article-body: প্রথমবারের মতো এশিয়ান কাপের মূল পর্বে জায়গা করে নিয়ে ইতিহাস গড়েছে বাংলাদেশ নারী ফুটবল দল। বাছাইপর্বে দুর্দান্ত পারফরম্যান্সের মাধ্যমে এই সাফল্য এসেছে। দলের খেলোয়াড়দের অভিনন্দন জানিয়েছেন প্রধান উপদেষ্টা। কোচ বলেন, মেয়েদের কঠোর পরিশ্রম ও দলগত প্রচেষ্টার ফল এই সাফল্য। ফুটবল ফেডারেশন খেলোয়াড়দের জন্য পুরস্কার ঘোষণা করেছে। দেশের বিভিন্ন স্থানে আনন্দ উদযাপন করেছেন সমর্থকরা। ক্রীড়া বিশ্লেষকরা বলছেন, নারী ফুটবলের উন্নয়নে আরও বিনিয়োগ ও অবকাঠামো প্রয়োজন। তৃণমূল পর্যায়ে প্রতিভা অন্বেষণ কার্যক্রম জোরদার করার তাগিদ দেন তারা।: [746, 180, 932, 247]
column-divider: [740, 82, 741, 1512]
byline: (প্রথম পাতার পর): [817, 653, 861, 661]
headline: নির্বাচন পেছাতে নয়: [210, 293, 298, 307]
byline: (প্রথম পাতার পর): [232, 650, 276, 658]
article-body: আওয়ামী লীগ ও তার অঙ্গ সংগঠনের সব নেতাকে আগামী নির্বাচনে অযোগ্য ঘোষণার দাবি জানিয়েছে একটি সংগঠন। নির্বাচন কমিশনে স্মারকলিপি দিয়ে তারা এ দাবি জানান। সংগঠনের নেতারা বলেন, জুলাই অভ্যুত্থানে গণহত্যার সঙ্গে জড়িতদের নির্বাচনে অংশ নেওয়ার সুযোগ দেওয়া উচিত নয়। ইসি সচিব স্মারকলিপি গ্রহণ করেন এবং বিষয়টি কমিশনে উপস্থাপনের আশ্বাস দেন।: [640, 245, 736, 337]
